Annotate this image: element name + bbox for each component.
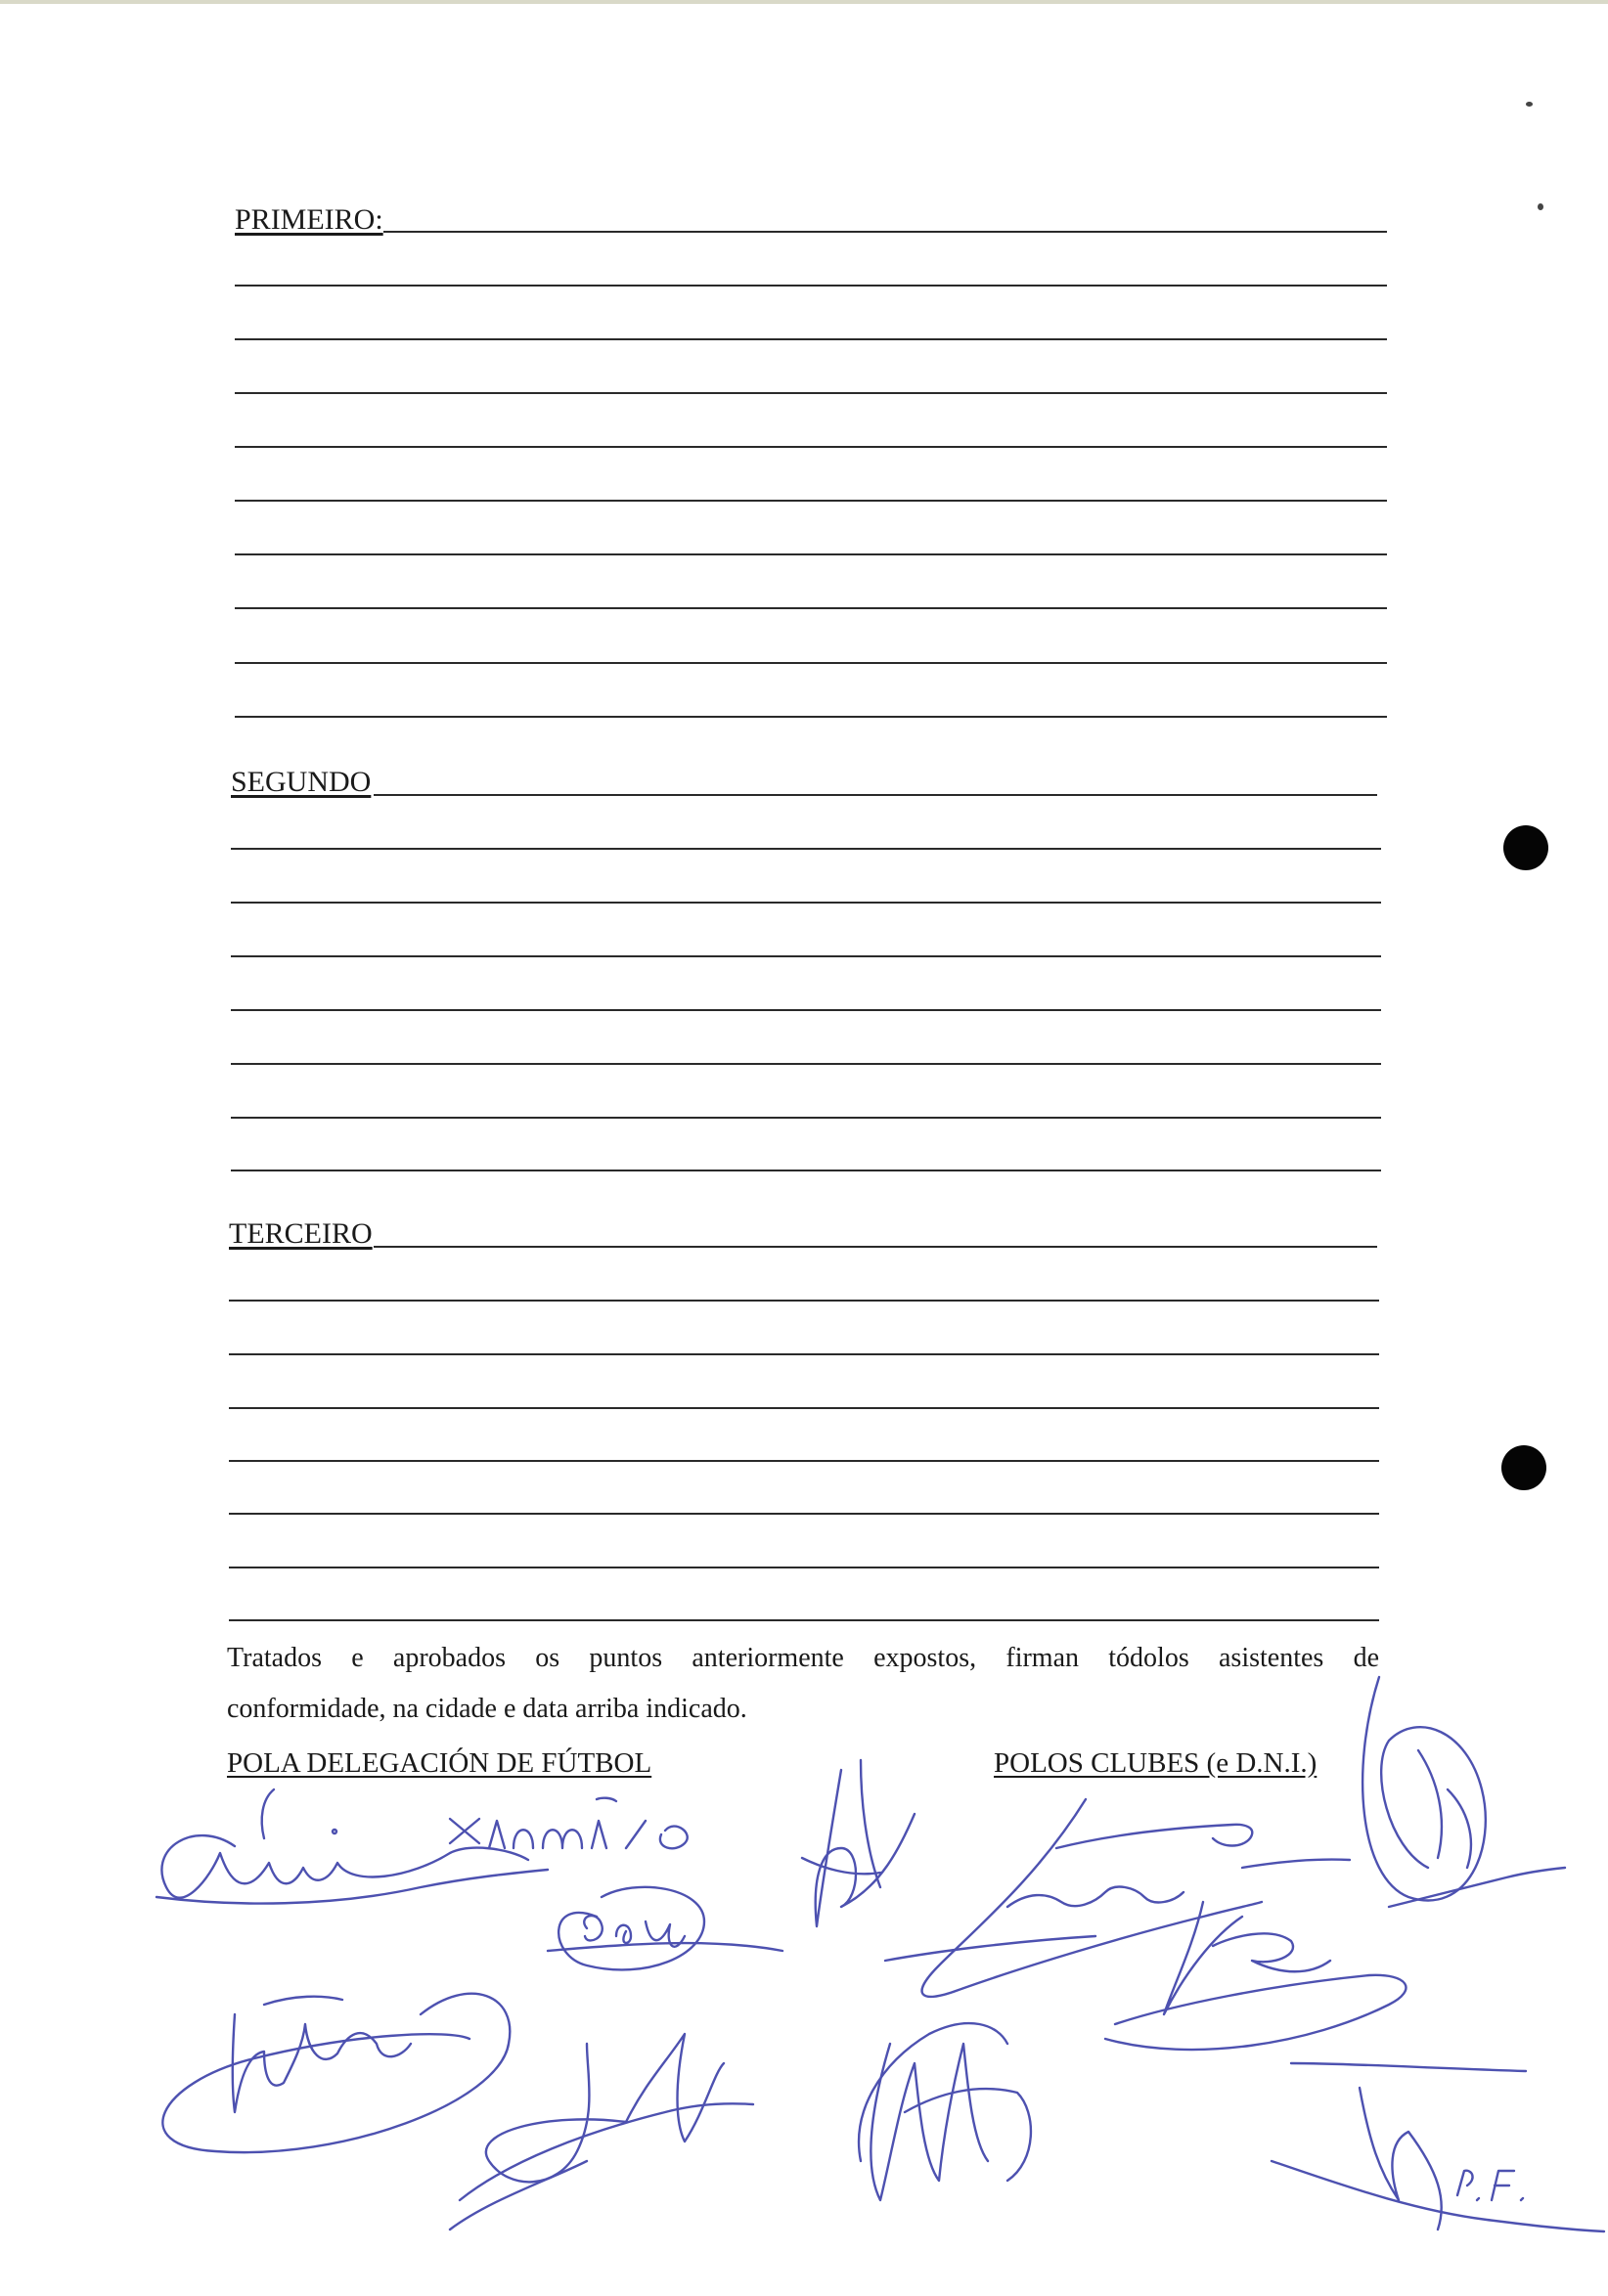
signature-8 [859,2023,1031,2200]
delegation-heading: POLA DELEGACIÓN DE FÚTBOL [227,1747,652,1779]
punch-hole [1501,1445,1546,1490]
writing-line [229,1619,1379,1621]
signature-5 [450,2034,753,2230]
writing-line [374,1246,1377,1248]
writing-line [231,1170,1381,1171]
closing-line-2: conformidade, na cidade e data arriba indicado. [227,1694,747,1724]
closing-line-1: Tratados e aprobados os puntos anteriormente expostos, firman tódolos asistentes de [227,1643,1379,1673]
writing-line [235,662,1387,664]
writing-line [231,955,1381,957]
signature-6 [802,1760,915,1926]
signature-3 [548,1887,782,1970]
writing-line [229,1300,1379,1302]
writing-line [229,1513,1379,1515]
writing-line [235,285,1387,287]
signature-11 [1272,2063,1604,2231]
scan-edge [0,0,1608,4]
section-label-terceiro: TERCEIRO [229,1217,373,1250]
writing-line [229,1407,1379,1409]
writing-line [229,1353,1379,1355]
writing-line [235,500,1387,502]
writing-line [235,446,1387,448]
writing-line [231,1117,1381,1119]
scan-speck [1538,203,1543,210]
scan-speck [1526,102,1533,107]
signature-2 [450,1798,688,1849]
writing-line [229,1460,1379,1462]
section-label-primeiro: PRIMEIRO: [235,203,383,236]
signatures-area [0,1653,1608,2296]
signature-9 [1105,1860,1406,2050]
writing-line [235,392,1387,394]
writing-line [383,231,1387,233]
signature-4 [162,1994,510,2152]
punch-hole [1503,825,1548,870]
writing-line [235,338,1387,340]
signature-7 [885,1799,1262,1997]
writing-line [235,553,1387,555]
writing-line [231,902,1381,904]
writing-line [231,848,1381,850]
writing-line [231,1009,1381,1011]
writing-line [231,1063,1381,1065]
section-label-segundo: SEGUNDO [231,766,372,798]
writing-line [235,716,1387,718]
writing-line [374,794,1377,796]
writing-line [229,1567,1379,1568]
signature-10 [1362,1677,1565,1907]
writing-line [235,607,1387,609]
clubs-heading: POLOS CLUBES (e D.N.I.) [994,1747,1318,1779]
